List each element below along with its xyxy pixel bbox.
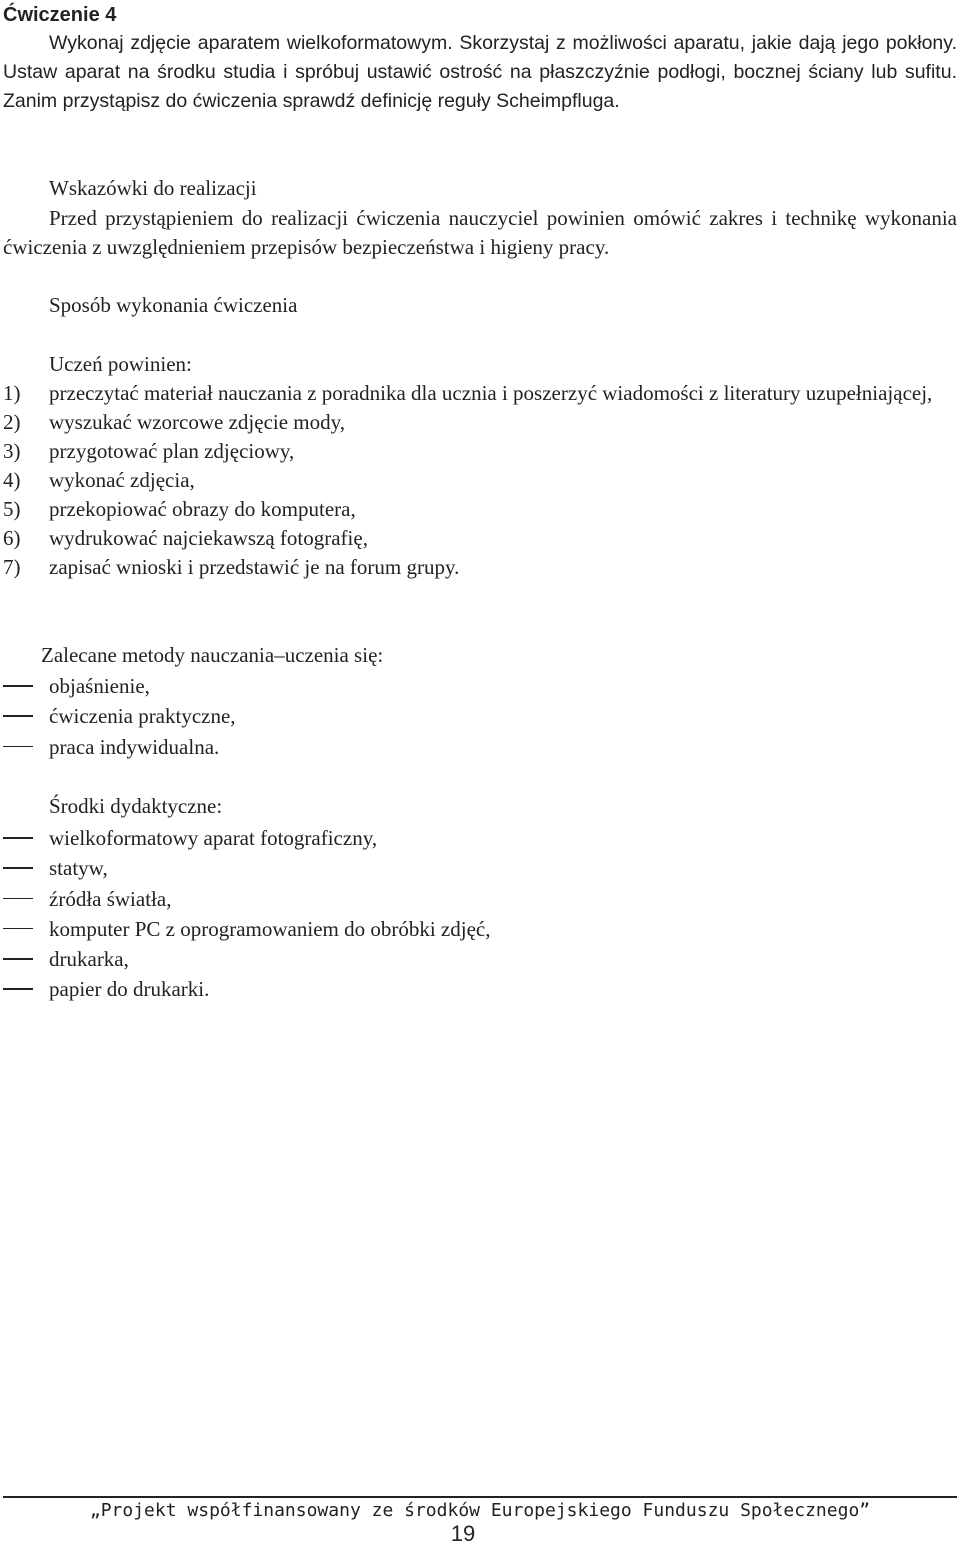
list-item-text: przeczytać materiał nauczania z poradnika dla ucznia i poszerzyć wiadomości z literatury uzupełniającej, — [49, 381, 933, 405]
list-item — [3, 944, 957, 974]
list-item-text: przekopiować obrazy do komputera, — [49, 497, 356, 521]
list-item-number: 1) — [3, 381, 21, 405]
resources-list — [3, 823, 957, 1005]
dash-bullet-icon — [3, 837, 33, 839]
method-steps-list — [3, 379, 957, 582]
list-item-text: wykonać zdjęcia, — [49, 468, 195, 492]
exercise-title: Ćwiczenie 4 — [3, 4, 117, 26]
list-item — [3, 524, 957, 553]
footer-divider — [3, 1496, 957, 1498]
list-item-text: wydrukować najciekawszą fotografię, — [49, 526, 368, 550]
list-item — [3, 974, 957, 1004]
list-item-number: 7) — [3, 555, 21, 579]
list-item — [3, 701, 957, 731]
list-item — [3, 379, 957, 408]
teaching-methods-list — [3, 671, 957, 762]
footer-text: „Projekt współfinansowany ze środków Europejskiego Funduszu Społecznego” — [89, 1500, 871, 1521]
list-item-text: zapisać wnioski i przedstawić je na forum grupy. — [49, 555, 460, 579]
list-item-text: papier do drukarki. — [49, 977, 210, 1002]
list-item — [3, 732, 957, 762]
list-item — [3, 408, 957, 437]
dash-bullet-icon — [3, 958, 33, 960]
dash-bullet-icon — [3, 898, 33, 900]
dash-bullet-icon — [3, 867, 33, 869]
list-item-number: 6) — [3, 526, 21, 550]
list-item — [3, 853, 957, 883]
dash-bullet-icon — [3, 988, 33, 990]
list-item-text: przygotować plan zdjęciowy, — [49, 439, 295, 463]
list-item-text: źródła światła, — [49, 886, 172, 911]
list-item — [3, 914, 957, 944]
dash-bullet-icon — [3, 746, 33, 748]
list-item-text: drukarka, — [49, 947, 129, 972]
exercise-description: Wykonaj zdjęcie aparatem wielkoformatowym. Skorzystaj z możliwości aparatu, jakie dają jego pokłony. Ustaw aparat na środku studia i spróbuj ustawić ostrość na płaszczyźnie podłogi, bocznej ściany lub sufitu. Zanim przystąpisz do ćwiczenia sprawdź definicję reguły Scheimpfluga. — [3, 32, 957, 112]
hints-text: Przed przystąpieniem do realizacji ćwiczenia nauczyciel powinien omówić zakres i technikę wykonania ćwiczenia z uwzględnieniem przepisów bezpieczeństwa i higieny pracy. — [3, 206, 957, 259]
list-item-text: ćwiczenia praktyczne, — [49, 704, 236, 729]
list-item-text: objaśnienie, — [49, 674, 150, 698]
dash-bullet-icon — [3, 715, 33, 717]
page-number: 19 — [450, 1521, 476, 1546]
dash-bullet-icon — [3, 928, 33, 930]
list-item — [3, 437, 957, 466]
list-item-text: praca indywidualna. — [49, 734, 220, 759]
teaching-methods-title: Zalecane metody nauczania–uczenia się: — [41, 643, 384, 667]
list-item-text: statyw, — [49, 856, 108, 881]
method-title: Sposób wykonania ćwiczenia — [49, 293, 298, 317]
list-item-number: 2) — [3, 410, 21, 434]
list-item — [3, 466, 957, 495]
method-intro: Uczeń powinien: — [49, 352, 192, 376]
list-item-number: 4) — [3, 468, 21, 492]
list-item — [3, 495, 957, 524]
list-item-number: 5) — [3, 497, 21, 521]
list-item-number: 3) — [3, 439, 21, 463]
list-item-text: wielkoformatowy aparat fotograficzny, — [49, 826, 378, 850]
list-item — [3, 884, 957, 914]
list-item-text: wyszukać wzorcowe zdjęcie mody, — [49, 410, 346, 434]
list-item — [3, 553, 957, 582]
list-item — [3, 823, 957, 853]
resources-title: Środki dydaktyczne: — [49, 794, 223, 818]
list-item — [3, 671, 957, 701]
list-item-text: komputer PC z oprogramowaniem do obróbki zdjęć, — [49, 916, 491, 941]
hints-title: Wskazówki do realizacji — [49, 176, 257, 200]
dash-bullet-icon — [3, 685, 33, 687]
